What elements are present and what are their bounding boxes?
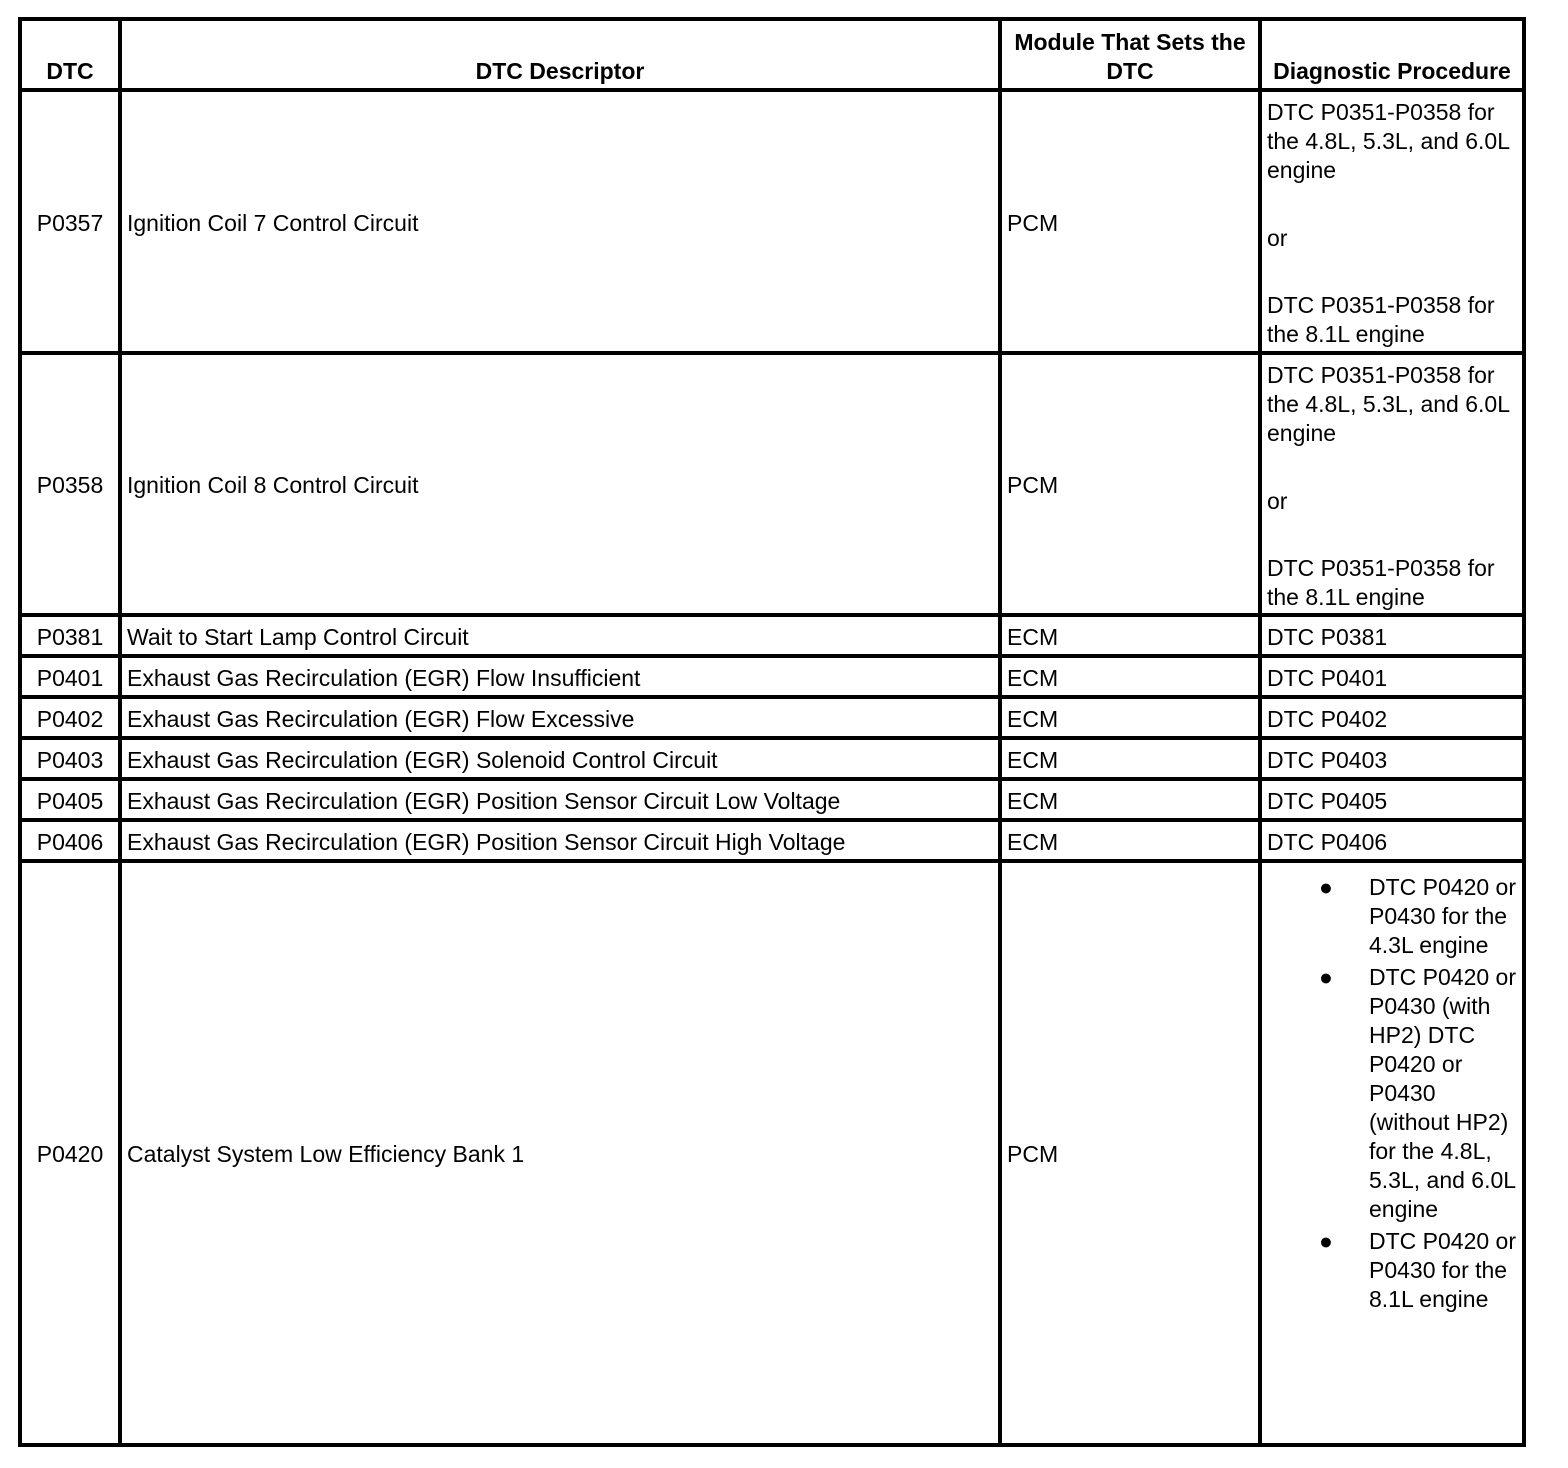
dtc-code: P0405 [20,779,120,820]
procedure-link[interactable]: DTC P0420 or P0430 for the 8.1L engine [1369,1228,1517,1312]
diagnostic-procedure[interactable]: DTC P0402 [1260,697,1524,738]
diagnostic-procedure[interactable]: DTC P0401 [1260,656,1524,697]
setting-module: ECM [1000,656,1260,697]
bullet-icon: ● [1319,964,1333,990]
diagnostic-procedure[interactable]: DTC P0381 [1260,615,1524,656]
header-descriptor: DTC Descriptor [120,19,1000,90]
setting-module: PCM [1000,861,1260,1445]
setting-module: ECM [1000,820,1260,861]
procedure-link[interactable]: DTC P0351-P0358 for the 8.1L engine [1267,555,1495,610]
dtc-descriptor: Catalyst System Low Efficiency Bank 1 [120,861,1000,1445]
diagnostic-procedure [1260,861,1524,1445]
header-row [20,19,1524,90]
setting-module: PCM [1000,353,1260,615]
table-row [20,820,1524,861]
table-row [20,738,1524,779]
procedure-link[interactable]: DTC P0351-P0358 for the 4.8L, 5.3L, and 6.0L engine [1267,99,1510,183]
table-row [20,90,1524,353]
dtc-code: P0357 [20,90,120,353]
list-item [1267,963,1517,1224]
diagnostic-procedure [1260,353,1524,615]
procedure-link[interactable]: DTC P0420 or P0430 (with HP2) DTC P0420 or P0430 (without HP2) for the 4.8L, 5.3L, and 6.0L engine [1369,964,1517,1222]
dtc-code: P0401 [20,656,120,697]
table-row [20,615,1524,656]
diagnostic-procedure[interactable]: DTC P0405 [1260,779,1524,820]
dtc-descriptor: Exhaust Gas Recirculation (EGR) Position Sensor Circuit Low Voltage [120,779,1000,820]
header-dtc: DTC [20,19,120,90]
setting-module: PCM [1000,90,1260,353]
dtc-code: P0358 [20,353,120,615]
dtc-code: P0406 [20,820,120,861]
list-item [1267,1227,1517,1314]
setting-module: ECM [1000,779,1260,820]
setting-module: ECM [1000,615,1260,656]
header-module: Module That Sets the DTC [1000,19,1260,90]
procedure-bullet-list [1267,873,1517,1314]
dtc-code: P0381 [20,615,120,656]
dtc-descriptor: Ignition Coil 8 Control Circuit [120,353,1000,615]
diagnostic-procedure[interactable]: DTC P0403 [1260,738,1524,779]
dtc-descriptor: Wait to Start Lamp Control Circuit [120,615,1000,656]
dtc-code: P0403 [20,738,120,779]
dtc-descriptor: Exhaust Gas Recirculation (EGR) Position Sensor Circuit High Voltage [120,820,1000,861]
dtc-code: P0402 [20,697,120,738]
dtc-descriptor: Exhaust Gas Recirculation (EGR) Solenoid Control Circuit [120,738,1000,779]
dtc-table [18,17,1526,1447]
table-row [20,779,1524,820]
bullet-icon: ● [1319,1228,1333,1254]
diagnostic-procedure [1260,90,1524,353]
table-row [20,697,1524,738]
setting-module: ECM [1000,738,1260,779]
table-row [20,656,1524,697]
procedure-or: or [1267,225,1288,251]
setting-module: ECM [1000,697,1260,738]
procedure-link[interactable]: DTC P0351-P0358 for the 8.1L engine [1267,292,1495,347]
dtc-descriptor: Exhaust Gas Recirculation (EGR) Flow Insufficient [120,656,1000,697]
procedure-link[interactable]: DTC P0351-P0358 for the 4.8L, 5.3L, and 6.0L engine [1267,362,1510,446]
dtc-descriptor: Exhaust Gas Recirculation (EGR) Flow Excessive [120,697,1000,738]
table-row [20,861,1524,1445]
header-procedure: Diagnostic Procedure [1260,19,1524,90]
list-item [1267,873,1517,960]
diagnostic-procedure[interactable]: DTC P0406 [1260,820,1524,861]
procedure-link[interactable]: DTC P0420 or P0430 for the 4.3L engine [1369,874,1517,958]
dtc-descriptor: Ignition Coil 7 Control Circuit [120,90,1000,353]
procedure-or: or [1267,488,1288,514]
table-row [20,353,1524,615]
bullet-icon: ● [1319,874,1333,900]
dtc-code: P0420 [20,861,120,1445]
